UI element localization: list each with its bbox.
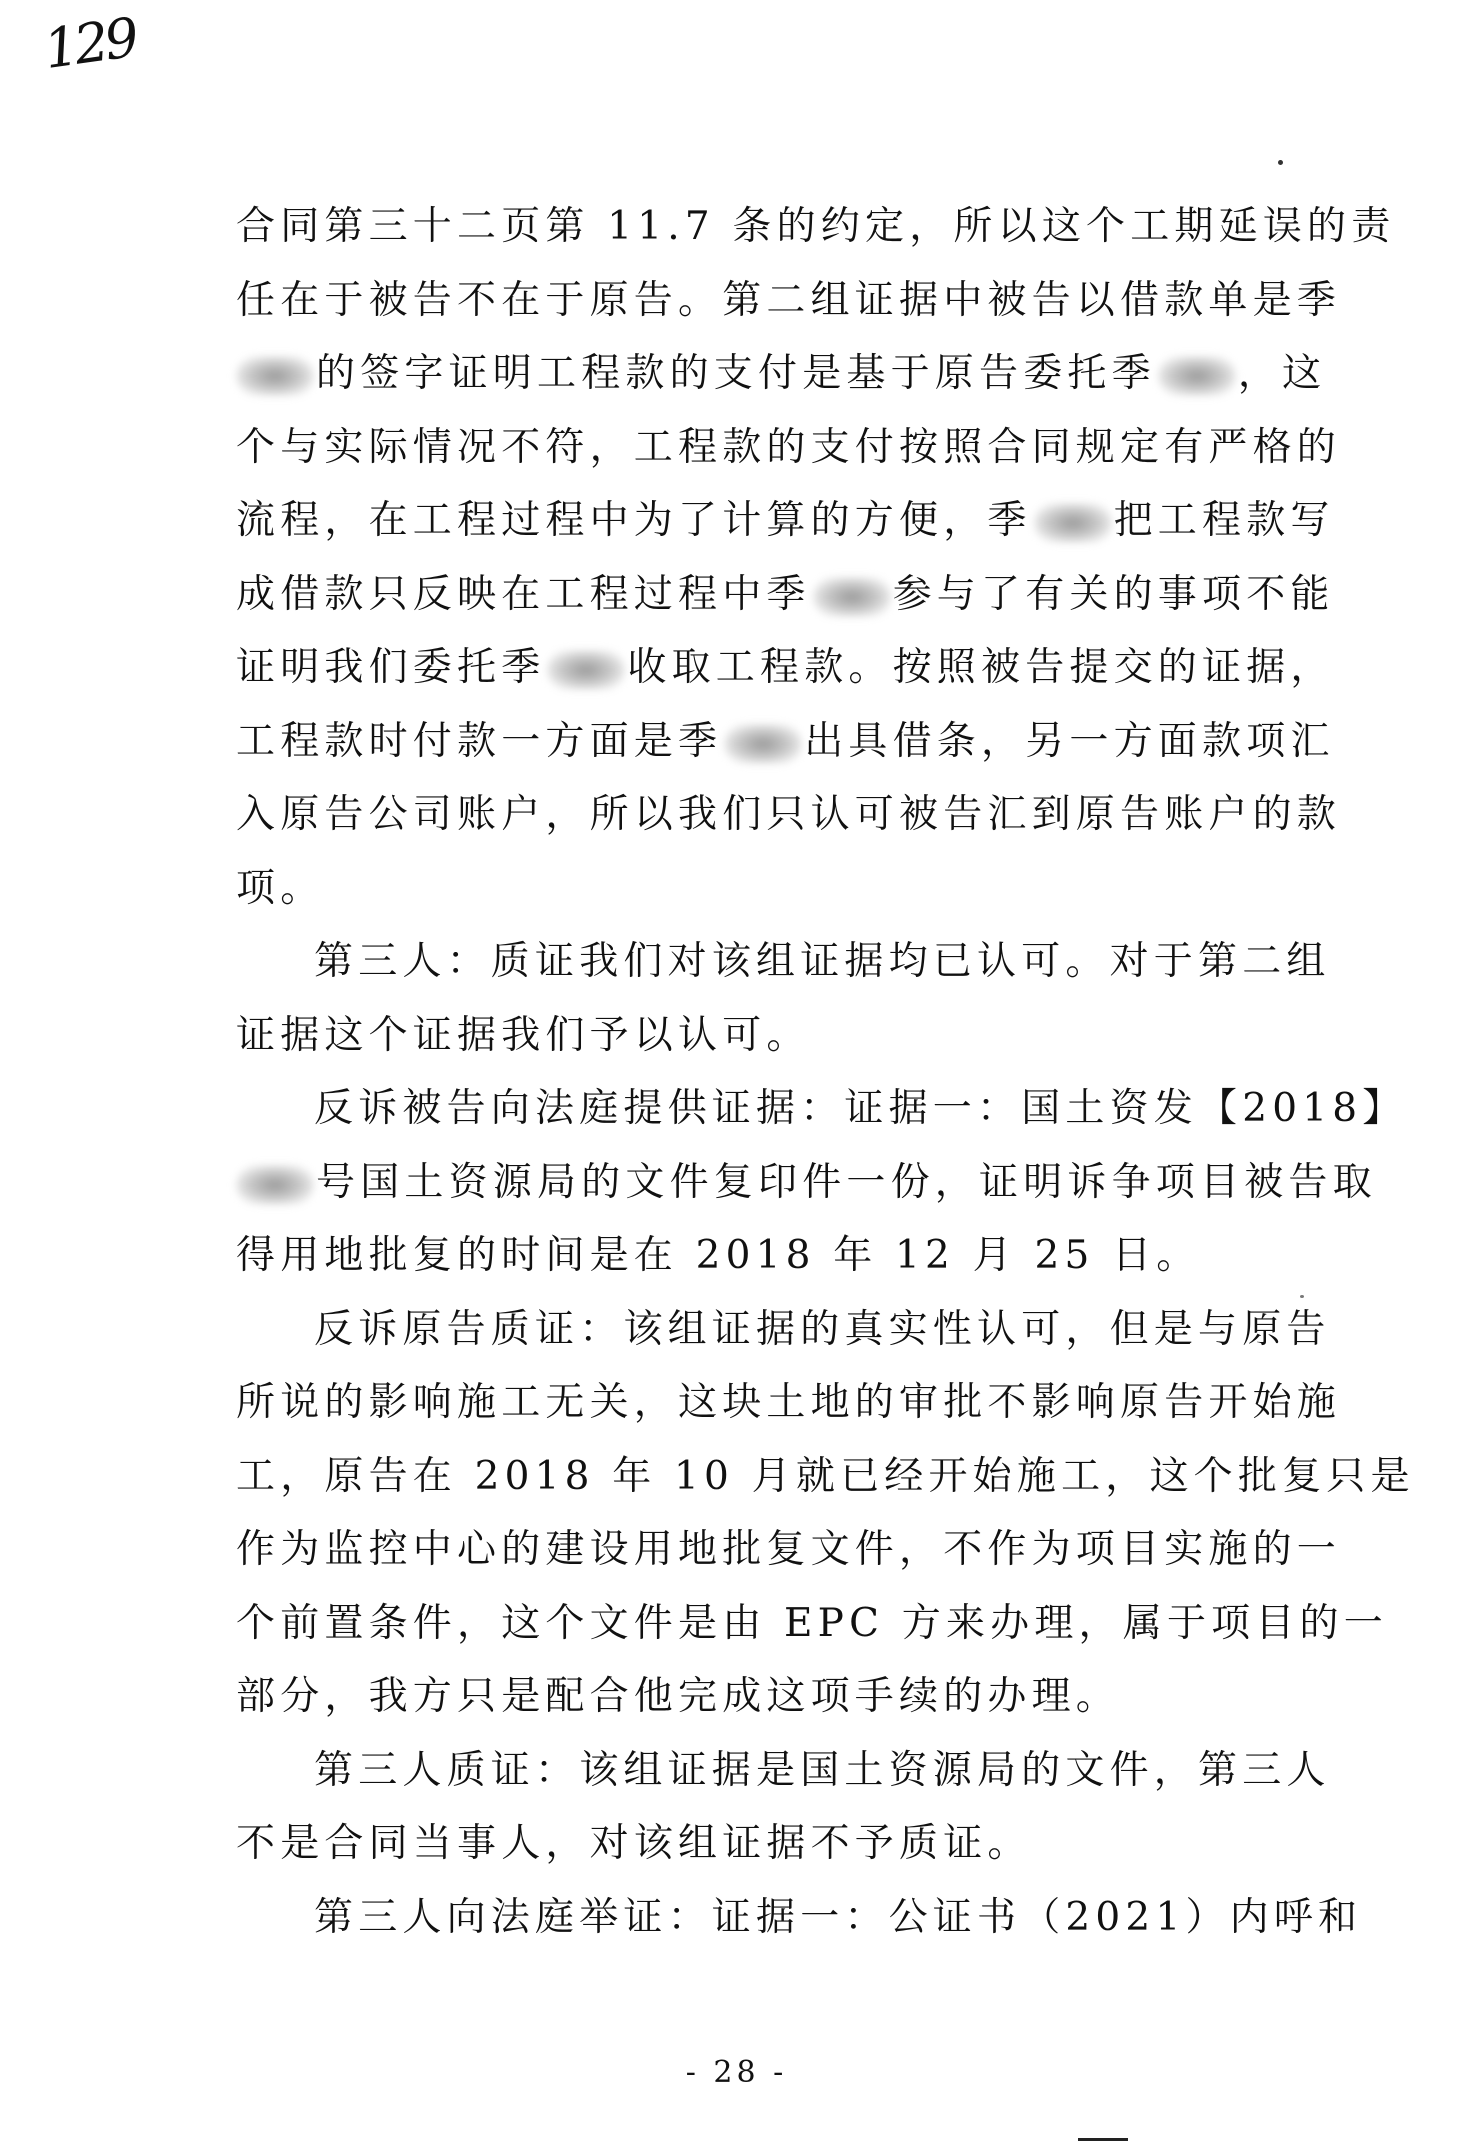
text-line: 部分，我方只是配合他完成这项手续的办理。: [236, 1674, 1121, 1719]
redacted-name: [547, 650, 625, 690]
text-line: 流程，在工程过程中为了计算的方便，季 把工程款写: [236, 498, 1335, 543]
document-body: [236, 190, 1415, 1954]
text-line: 证据这个证据我们予以认可。: [236, 1012, 811, 1058]
scan-speck: [1278, 160, 1283, 165]
redacted-name: [813, 577, 891, 617]
text-line: 的签字证明工程款的支付是基于原告委托季 ，这: [236, 337, 1296, 411]
text-line: 反诉被告向法庭提供证据：证据一：国土资发【2018】: [314, 1086, 1407, 1131]
text-line: 入原告公司账户，所以我们只认可被告汇到原告账户的款: [236, 792, 1342, 837]
redacted-name: [1034, 503, 1112, 543]
text-line: 作为监控中心的建设用地批复文件，不作为项目实施的一: [236, 1527, 1342, 1572]
text-line: 个前置条件，这个文件是由 EPC 方来办理，属于项目的一: [236, 1600, 1388, 1646]
scan-speck: [1300, 1295, 1304, 1298]
text-line: 工，原告在 2018 年 10 月就已经开始施工，这个批复只是: [236, 1453, 1415, 1499]
text-line: 所说的影响施工无关，这块土地的审批不影响原告开始施: [236, 1380, 1342, 1425]
text-line: 合同第三十二页第 11.7 条的约定，所以这个工期延误的责: [236, 204, 1396, 249]
redacted-document-number: [236, 1165, 314, 1205]
text-line: 得用地批复的时间是在 2018 年 12 月 25 日。: [236, 1233, 1201, 1278]
text-line: 工程款时付款一方面是季 出具借条，另一方面款项汇: [236, 718, 1335, 764]
text-line: 不是合同当事人，对该组证据不予质证。: [236, 1821, 1032, 1866]
text-line: 项。: [236, 865, 325, 911]
text-line: 任在于被告不在于原告。第二组证据中被告以借款单是季: [236, 277, 1342, 323]
redacted-name: [236, 356, 314, 396]
page-number: - 28 -: [685, 2055, 788, 2090]
text-line: 第三人质证：该组证据是国土资源局的文件，第三人: [314, 1747, 1331, 1793]
scan-corner-mark: [1078, 2138, 1128, 2153]
text-line: 反诉原告质证：该组证据的真实性认可，但是与原告: [314, 1306, 1331, 1352]
text-line: 号国土资源局的文件复印件一份，证明诉争项目被告取: [236, 1146, 1296, 1220]
text-line: 第三人向法庭举证：证据一：公证书（2021）内呼和: [314, 1894, 1363, 1940]
redacted-name: [1158, 356, 1236, 396]
redacted-name: [724, 724, 802, 764]
handwritten-page-mark: 129: [40, 5, 140, 82]
text-line: 证明我们委托季 收取工程款。按照被告提交的证据，: [236, 645, 1335, 690]
text-line: 个与实际情况不符，工程款的支付按照合同规定有严格的: [236, 424, 1342, 470]
text-line: 成借款只反映在工程过程中季 参与了有关的事项不能: [236, 571, 1335, 617]
text-line: 第三人：质证我们对该组证据均已认可。对于第二组: [314, 939, 1331, 984]
